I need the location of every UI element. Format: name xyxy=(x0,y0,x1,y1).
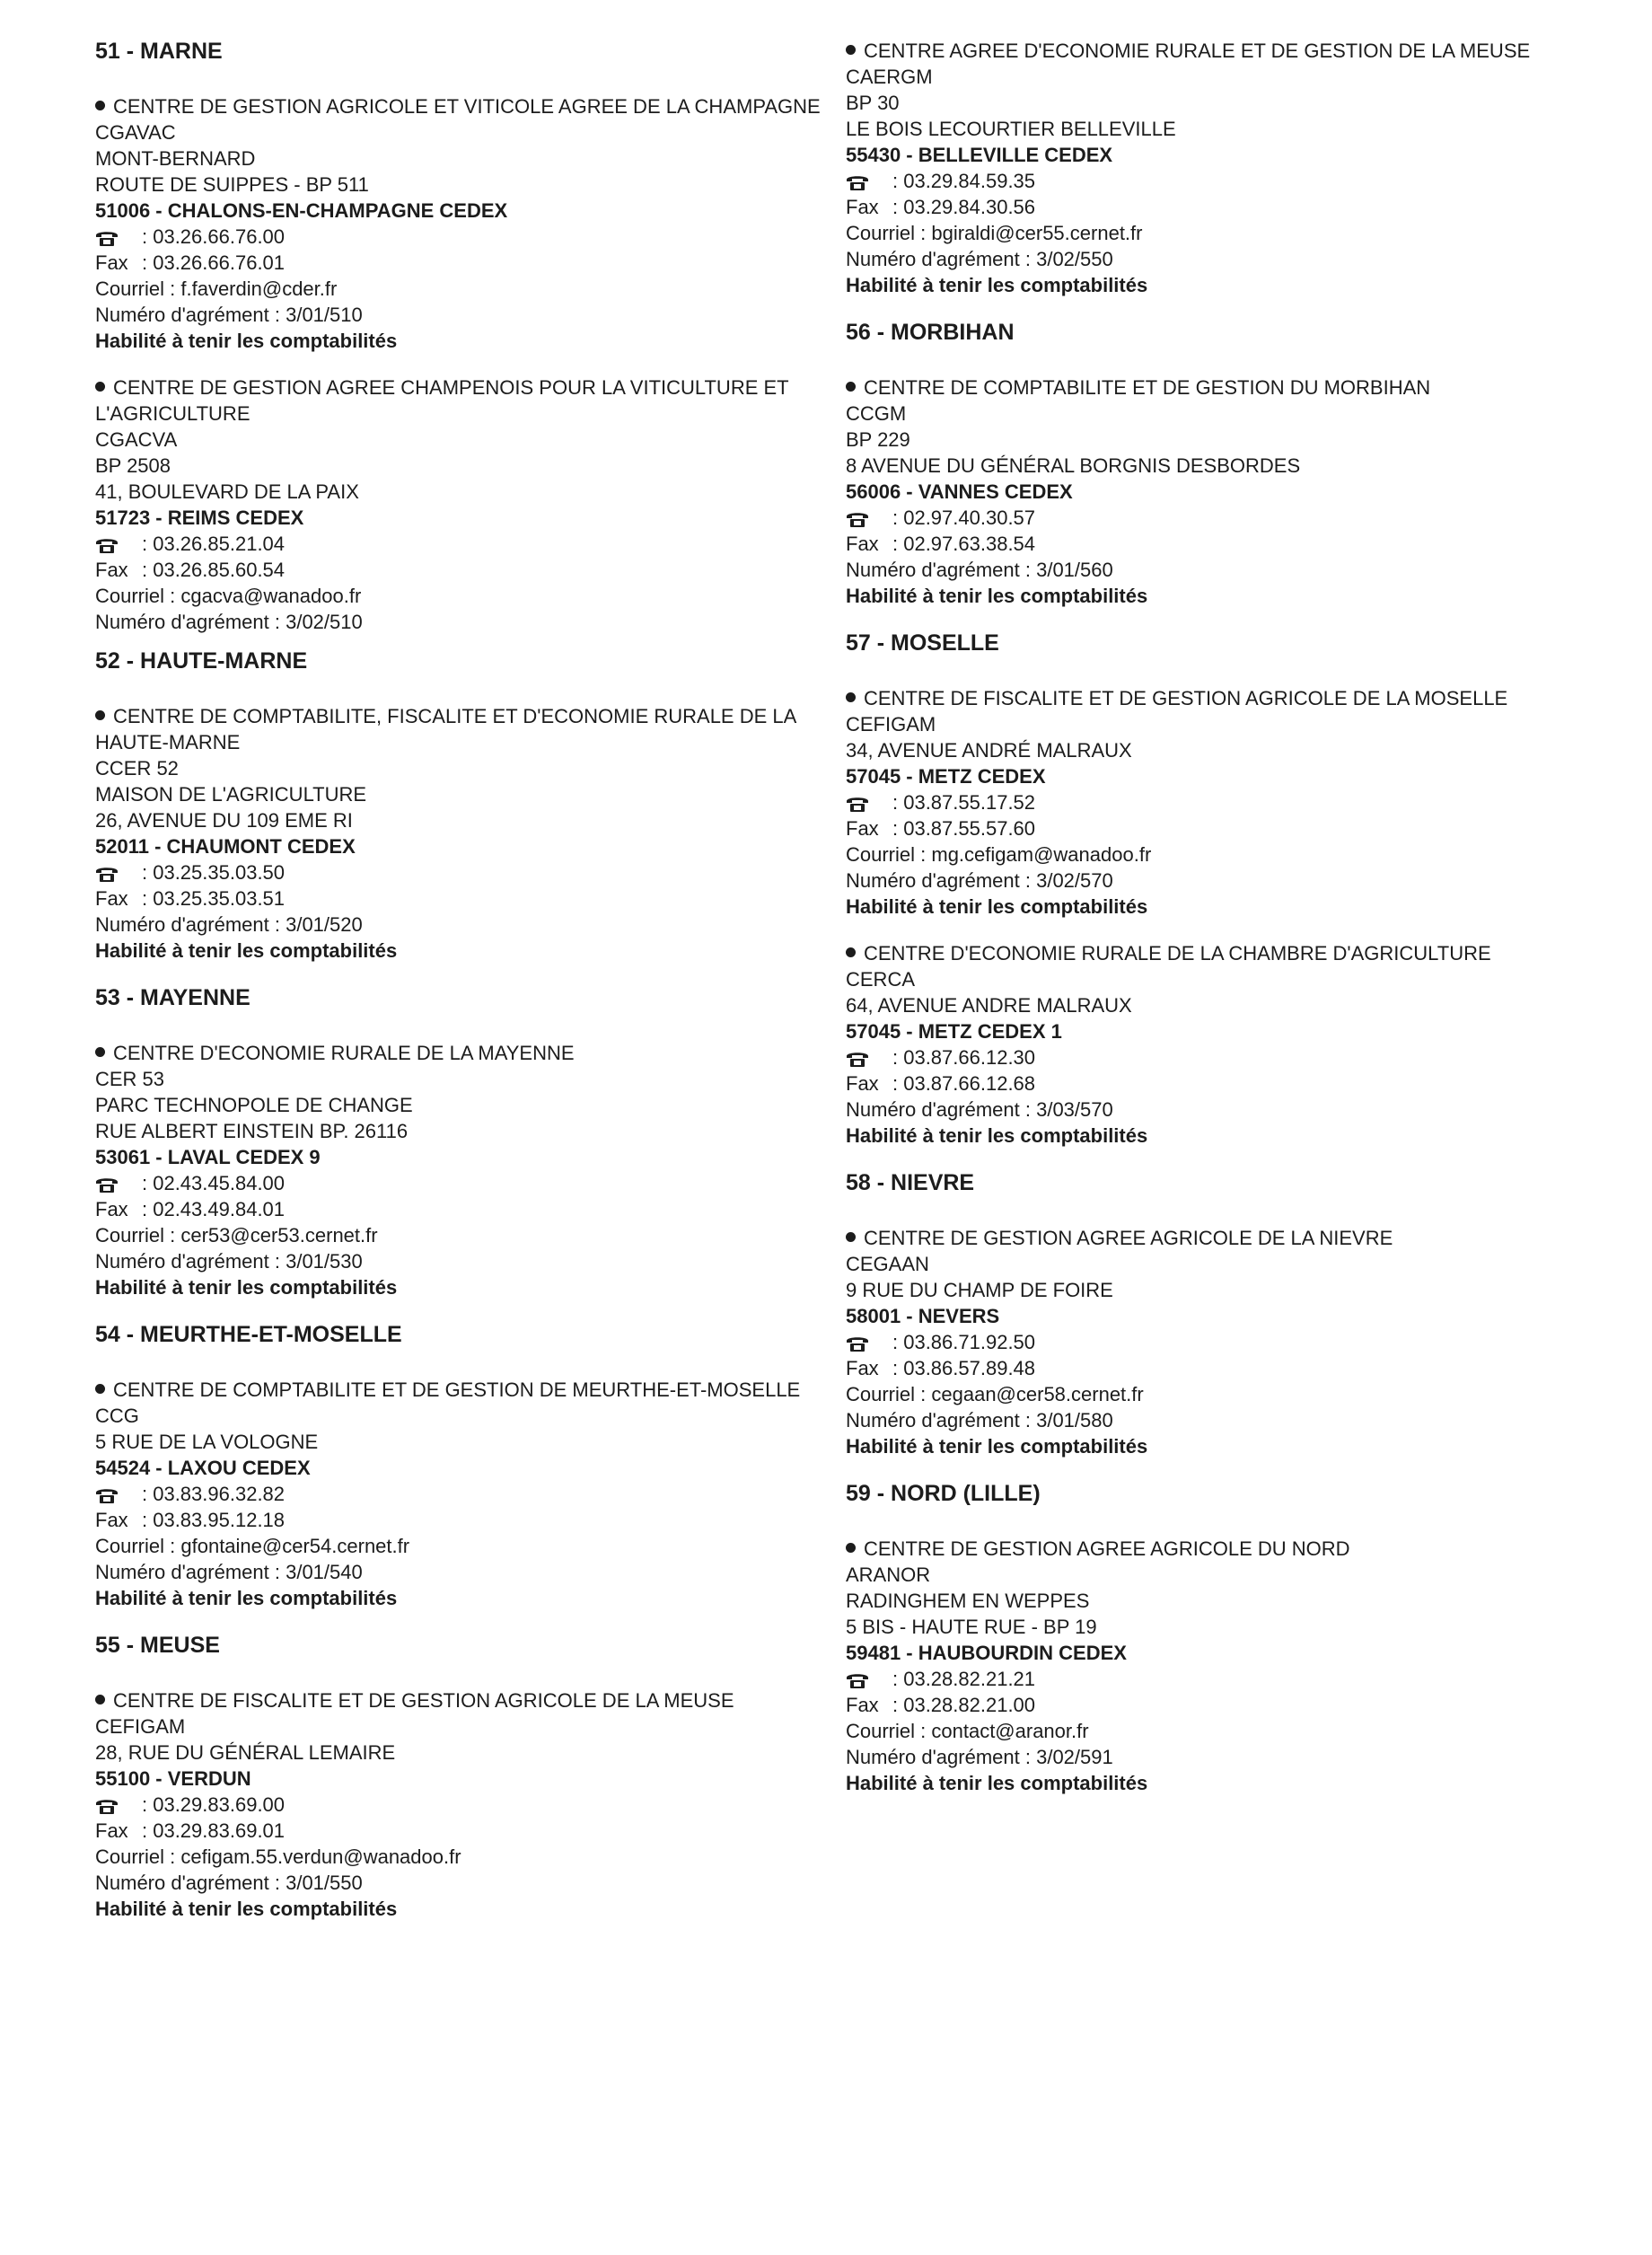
fax-label: Fax xyxy=(846,1357,879,1379)
fax-number: : 02.43.49.84.01 xyxy=(142,1198,286,1220)
fax-number: : 03.28.82.21.00 xyxy=(892,1694,1036,1716)
address-line: 28, RUE DU GÉNÉRAL LEMAIRE xyxy=(95,1741,396,1764)
telephone-number: : 02.43.45.84.00 xyxy=(142,1172,286,1194)
telephone-number: : 03.83.96.32.82 xyxy=(142,1483,286,1505)
postal-city: 58001 - NEVERS xyxy=(846,1305,1000,1327)
fax-number: : 03.83.95.12.18 xyxy=(142,1509,286,1531)
telephone-number: : 03.87.66.12.30 xyxy=(892,1046,1036,1069)
department-title: 55 - MEUSE xyxy=(95,1633,220,1658)
email-label: Courriel : xyxy=(846,222,927,244)
centre-name-text: CENTRE AGREE D'ECONOMIE RURALE ET DE GESTION DE LA MEUSE xyxy=(864,40,1531,62)
centre-name xyxy=(95,374,849,427)
postal-city: 57045 - METZ CEDEX xyxy=(846,765,1046,788)
bullet-icon xyxy=(95,1695,105,1704)
address-line: MAISON DE L'AGRICULTURE xyxy=(95,783,367,806)
centre-name-text: CENTRE DE FISCALITE ET DE GESTION AGRICOLE DE LA MOSELLE xyxy=(864,687,1508,709)
habilitation-note: Habilité à tenir les comptabilités xyxy=(846,274,1148,296)
habilitation-note: Habilité à tenir les comptabilités xyxy=(846,1435,1148,1458)
address-line: BP 229 xyxy=(846,428,910,451)
bullet-icon xyxy=(846,1543,856,1553)
email-label: Courriel : xyxy=(95,1845,176,1868)
telephone-number: : 03.25.35.03.50 xyxy=(142,861,286,884)
agrement-number: 3/02/550 xyxy=(1036,248,1113,270)
agrement-label: Numéro d'agrément : xyxy=(95,611,280,633)
postal-city: 56006 - VANNES CEDEX xyxy=(846,480,1073,503)
address-line: CGAVAC xyxy=(95,121,176,144)
fax-label: Fax xyxy=(846,817,879,840)
habilitation-note: Habilité à tenir les comptabilités xyxy=(95,1276,398,1299)
fax-label: Fax xyxy=(846,1072,879,1095)
centre-entry xyxy=(95,1687,849,1922)
email-line xyxy=(95,1844,849,1870)
agrement-label: Numéro d'agrément : xyxy=(846,869,1031,892)
centre-name xyxy=(95,1040,849,1066)
agrement-number: 3/01/520 xyxy=(286,913,363,936)
centre-entry xyxy=(95,703,849,964)
address-line: RUE ALBERT EINSTEIN BP. 26116 xyxy=(95,1120,409,1142)
telephone-line xyxy=(846,505,1600,531)
habilitation-note: Habilité à tenir les comptabilités xyxy=(846,585,1148,607)
telephone-icon xyxy=(95,536,142,554)
centre-name-text: CENTRE D'ECONOMIE RURALE DE LA CHAMBRE D'AGRICULTURE xyxy=(864,942,1491,965)
department-title: 59 - NORD (LILLE) xyxy=(846,1481,1041,1506)
telephone-line xyxy=(846,789,1600,815)
telephone-icon xyxy=(846,1335,892,1352)
agrement-number: 3/02/510 xyxy=(286,611,363,633)
habilitation-note: Habilité à tenir les comptabilités xyxy=(95,1587,398,1609)
email-address: cegaan@cer58.cernet.fr xyxy=(931,1383,1144,1405)
telephone-number: : 03.26.66.76.00 xyxy=(142,225,286,248)
centre-entry xyxy=(846,1536,1600,1796)
email-label: Courriel : xyxy=(95,277,176,300)
email-address: cgacva@wanadoo.fr xyxy=(180,585,362,607)
fax-number: : 03.86.57.89.48 xyxy=(892,1357,1036,1379)
fax-line xyxy=(846,1355,1600,1381)
fax-label: Fax xyxy=(846,196,879,218)
agrement-number: 3/01/550 xyxy=(286,1872,363,1894)
telephone-icon xyxy=(95,1176,142,1194)
email-line xyxy=(95,1533,849,1559)
email-address: cefigam.55.verdun@wanadoo.fr xyxy=(180,1845,461,1868)
address-line: BP 2508 xyxy=(95,454,171,477)
fax-line xyxy=(846,1070,1600,1097)
fax-label: Fax xyxy=(95,251,128,274)
address-line: CEFIGAM xyxy=(846,713,936,736)
address-line: ARANOR xyxy=(846,1564,931,1586)
email-label: Courriel : xyxy=(95,1535,176,1557)
email-line xyxy=(846,1718,1600,1744)
centre-name xyxy=(95,703,849,755)
centre-name xyxy=(846,38,1600,64)
agrement-number: 3/01/510 xyxy=(286,304,363,326)
fax-line xyxy=(95,557,849,583)
address-line: RADINGHEM EN WEPPES xyxy=(846,1590,1090,1612)
department-title: 56 - MORBIHAN xyxy=(846,320,1015,345)
agrement-line xyxy=(95,302,849,328)
telephone-line xyxy=(95,859,849,885)
postal-city: 52011 - CHAUMONT CEDEX xyxy=(95,835,356,858)
agrement-label: Numéro d'agrément : xyxy=(95,1561,280,1583)
telephone-line xyxy=(95,224,849,250)
habilitation-note: Habilité à tenir les comptabilités xyxy=(846,895,1148,918)
fax-number: : 03.29.83.69.01 xyxy=(142,1819,286,1842)
email-label: Courriel : xyxy=(846,1720,927,1742)
fax-number: : 03.26.85.60.54 xyxy=(142,559,286,581)
address-line: CERCA xyxy=(846,968,916,991)
address-line: 26, AVENUE DU 109 EME RI xyxy=(95,809,353,832)
department-title: 57 - MOSELLE xyxy=(846,630,999,656)
bullet-icon xyxy=(846,45,856,55)
bullet-icon xyxy=(95,1047,105,1057)
fax-line xyxy=(95,885,849,912)
fax-label: Fax xyxy=(95,1819,128,1842)
centre-entry xyxy=(846,685,1600,920)
centre-name xyxy=(846,940,1600,966)
address-line: 41, BOULEVARD DE LA PAIX xyxy=(95,480,359,503)
department-title: 52 - HAUTE-MARNE xyxy=(95,648,308,674)
centre-name-text: CENTRE DE GESTION AGREE AGRICOLE DE LA NIEVRE xyxy=(864,1227,1393,1249)
agrement-line xyxy=(846,1407,1600,1433)
bullet-icon xyxy=(95,1384,105,1394)
agrement-label: Numéro d'agrément : xyxy=(846,248,1031,270)
agrement-label: Numéro d'agrément : xyxy=(846,1098,1031,1121)
agrement-label: Numéro d'agrément : xyxy=(95,1250,280,1273)
address-line: CAERGM xyxy=(846,66,933,88)
agrement-line xyxy=(846,246,1600,272)
bullet-icon xyxy=(846,1232,856,1242)
department-title: 54 - MEURTHE-ET-MOSELLE xyxy=(95,1322,402,1347)
telephone-icon xyxy=(846,1050,892,1068)
centre-name xyxy=(846,1225,1600,1251)
bullet-icon xyxy=(846,692,856,702)
address-line: 5 RUE DE LA VOLOGNE xyxy=(95,1431,319,1453)
fax-line xyxy=(846,815,1600,841)
agrement-line xyxy=(846,1744,1600,1770)
centre-entry xyxy=(95,93,849,354)
agrement-label: Numéro d'agrément : xyxy=(95,304,280,326)
telephone-icon xyxy=(95,229,142,247)
fax-label: Fax xyxy=(846,533,879,555)
email-line xyxy=(846,841,1600,868)
fax-line xyxy=(846,194,1600,220)
telephone-icon xyxy=(846,1671,892,1689)
agrement-line xyxy=(95,1870,849,1896)
agrement-number: 3/01/530 xyxy=(286,1250,363,1273)
email-label: Courriel : xyxy=(95,585,176,607)
address-line: 64, AVENUE ANDRE MALRAUX xyxy=(846,994,1132,1017)
postal-city: 55100 - VERDUN xyxy=(95,1767,251,1790)
telephone-icon xyxy=(95,865,142,883)
telephone-line xyxy=(846,1044,1600,1070)
agrement-label: Numéro d'agrément : xyxy=(846,1409,1031,1431)
address-line: CEGAAN xyxy=(846,1253,929,1275)
email-address: bgiraldi@cer55.cernet.fr xyxy=(931,222,1143,244)
agrement-number: 3/02/591 xyxy=(1036,1746,1113,1768)
agrement-number: 3/01/540 xyxy=(286,1561,363,1583)
address-line: CEFIGAM xyxy=(95,1715,186,1738)
bullet-icon xyxy=(95,710,105,720)
address-line: CCER 52 xyxy=(95,757,179,780)
fax-number: : 03.87.55.57.60 xyxy=(892,817,1036,840)
centre-name-text: CENTRE DE COMPTABILITE ET DE GESTION DU MORBIHAN xyxy=(864,376,1431,399)
telephone-number: : 02.97.40.30.57 xyxy=(892,506,1036,529)
centre-name xyxy=(95,1377,849,1403)
agrement-number: 3/01/580 xyxy=(1036,1409,1113,1431)
fax-number: : 03.29.84.30.56 xyxy=(892,196,1036,218)
telephone-line xyxy=(95,1481,849,1507)
fax-number: : 03.26.66.76.01 xyxy=(142,251,286,274)
agrement-line xyxy=(95,912,849,938)
address-line: CCG xyxy=(95,1405,139,1427)
fax-label: Fax xyxy=(846,1694,879,1716)
agrement-line xyxy=(95,1559,849,1585)
centre-name-text: CENTRE DE COMPTABILITE, FISCALITE ET D'ECONOMIE RURALE DE LA HAUTE-MARNE xyxy=(95,705,796,753)
agrement-line xyxy=(846,868,1600,894)
centre-entry xyxy=(95,374,849,635)
email-address: cer53@cer53.cernet.fr xyxy=(180,1224,378,1246)
fax-number: : 03.25.35.03.51 xyxy=(142,887,286,910)
address-line: 9 RUE DU CHAMP DE FOIRE xyxy=(846,1279,1113,1301)
email-address: mg.cefigam@wanadoo.fr xyxy=(931,843,1152,866)
telephone-line xyxy=(95,1170,849,1196)
agrement-line xyxy=(95,1248,849,1274)
telephone-line xyxy=(846,1329,1600,1355)
department-title: 58 - NIEVRE xyxy=(846,1170,975,1195)
address-line: MONT-BERNARD xyxy=(95,147,256,170)
address-line: 5 BIS - HAUTE RUE - BP 19 xyxy=(846,1616,1097,1638)
fax-label: Fax xyxy=(95,559,128,581)
centre-entry xyxy=(846,374,1600,609)
address-line: CGACVA xyxy=(95,428,178,451)
telephone-number: : 03.87.55.17.52 xyxy=(892,791,1036,814)
habilitation-note: Habilité à tenir les comptabilités xyxy=(95,939,398,962)
email-label: Courriel : xyxy=(846,843,927,866)
email-line xyxy=(846,220,1600,246)
agrement-label: Numéro d'agrément : xyxy=(95,1872,280,1894)
postal-city: 53061 - LAVAL CEDEX 9 xyxy=(95,1146,321,1168)
telephone-line xyxy=(846,168,1600,194)
email-address: gfontaine@cer54.cernet.fr xyxy=(180,1535,410,1557)
address-line: BP 30 xyxy=(846,92,900,114)
fax-label: Fax xyxy=(95,887,128,910)
centre-name xyxy=(846,685,1600,711)
telephone-number: : 03.29.83.69.00 xyxy=(142,1793,286,1816)
postal-city: 51006 - CHALONS-EN-CHAMPAGNE CEDEX xyxy=(95,199,508,222)
fax-number: : 03.87.66.12.68 xyxy=(892,1072,1036,1095)
telephone-icon xyxy=(846,795,892,813)
fax-line xyxy=(846,531,1600,557)
agrement-line xyxy=(846,1097,1600,1123)
bullet-icon xyxy=(846,382,856,392)
agrement-line xyxy=(95,609,849,635)
centre-name-text: CENTRE DE GESTION AGREE CHAMPENOIS POUR LA VITICULTURE ET L'AGRICULTURE xyxy=(95,376,789,425)
email-line xyxy=(95,583,849,609)
fax-label: Fax xyxy=(95,1198,128,1220)
centre-name-text: CENTRE DE FISCALITE ET DE GESTION AGRICOLE DE LA MEUSE xyxy=(113,1689,734,1712)
postal-city: 51723 - REIMS CEDEX xyxy=(95,506,304,529)
centre-entry xyxy=(846,940,1600,1149)
centre-name-text: CENTRE DE COMPTABILITE ET DE GESTION DE MEURTHE-ET-MOSELLE xyxy=(113,1379,801,1401)
email-label: Courriel : xyxy=(846,1383,927,1405)
telephone-line xyxy=(95,1792,849,1818)
centre-name xyxy=(846,374,1600,401)
telephone-line xyxy=(846,1666,1600,1692)
fax-number: : 02.97.63.38.54 xyxy=(892,533,1036,555)
email-label: Courriel : xyxy=(95,1224,176,1246)
postal-city: 59481 - HAUBOURDIN CEDEX xyxy=(846,1642,1127,1664)
department-title: 51 - MARNE xyxy=(95,39,223,64)
habilitation-note: Habilité à tenir les comptabilités xyxy=(95,330,398,352)
address-line: ROUTE DE SUIPPES - BP 511 xyxy=(95,173,369,196)
email-line xyxy=(95,1222,849,1248)
centre-name-text: CENTRE D'ECONOMIE RURALE DE LA MAYENNE xyxy=(113,1042,575,1064)
agrement-number: 3/02/570 xyxy=(1036,869,1113,892)
email-address: f.faverdin@cder.fr xyxy=(180,277,338,300)
telephone-number: : 03.28.82.21.21 xyxy=(892,1668,1036,1690)
telephone-number: : 03.26.85.21.04 xyxy=(142,533,286,555)
centre-name-text: CENTRE DE GESTION AGRICOLE ET VITICOLE AGREE DE LA CHAMPAGNE xyxy=(113,95,821,118)
centre-name xyxy=(95,93,849,119)
habilitation-note: Habilité à tenir les comptabilités xyxy=(846,1124,1148,1147)
bullet-icon xyxy=(95,382,105,392)
bullet-icon xyxy=(846,947,856,957)
address-line: 8 AVENUE DU GÉNÉRAL BORGNIS DESBORDES xyxy=(846,454,1301,477)
postal-city: 57045 - METZ CEDEX 1 xyxy=(846,1020,1062,1043)
centre-name xyxy=(846,1536,1600,1562)
bullet-icon xyxy=(95,101,105,110)
postal-city: 55430 - BELLEVILLE CEDEX xyxy=(846,144,1113,166)
centre-entry xyxy=(95,1377,849,1611)
fax-line xyxy=(95,1507,849,1533)
telephone-icon xyxy=(846,510,892,528)
agrement-number: 3/03/570 xyxy=(1036,1098,1113,1121)
agrement-number: 3/01/560 xyxy=(1036,559,1113,581)
fax-line xyxy=(95,250,849,276)
address-line: CER 53 xyxy=(95,1068,165,1090)
telephone-icon xyxy=(95,1486,142,1504)
centre-entry xyxy=(95,1040,849,1300)
fax-label: Fax xyxy=(95,1509,128,1531)
fax-line xyxy=(846,1692,1600,1718)
agrement-label: Numéro d'agrément : xyxy=(846,559,1031,581)
right-column xyxy=(846,38,1600,1817)
fax-line xyxy=(95,1196,849,1222)
telephone-icon xyxy=(95,1797,142,1815)
address-line: LE BOIS LECOURTIER BELLEVILLE xyxy=(846,118,1176,140)
email-line xyxy=(846,1381,1600,1407)
centre-entry xyxy=(846,38,1600,298)
email-address: contact@aranor.fr xyxy=(931,1720,1089,1742)
telephone-line xyxy=(95,531,849,557)
habilitation-note: Habilité à tenir les comptabilités xyxy=(846,1772,1148,1794)
email-line xyxy=(95,276,849,302)
postal-city: 54524 - LAXOU CEDEX xyxy=(95,1457,311,1479)
telephone-number: : 03.86.71.92.50 xyxy=(892,1331,1036,1353)
telephone-icon xyxy=(846,173,892,191)
fax-line xyxy=(95,1818,849,1844)
address-line: PARC TECHNOPOLE DE CHANGE xyxy=(95,1094,413,1116)
left-column xyxy=(95,38,849,1942)
agrement-line xyxy=(846,557,1600,583)
centre-name xyxy=(95,1687,849,1713)
telephone-number: : 03.29.84.59.35 xyxy=(892,170,1036,192)
centre-entry xyxy=(846,1225,1600,1459)
department-title: 53 - MAYENNE xyxy=(95,985,250,1010)
agrement-label: Numéro d'agrément : xyxy=(846,1746,1031,1768)
agrement-label: Numéro d'agrément : xyxy=(95,913,280,936)
centre-name-text: CENTRE DE GESTION AGREE AGRICOLE DU NORD xyxy=(864,1537,1350,1560)
habilitation-note: Habilité à tenir les comptabilités xyxy=(95,1898,398,1920)
address-line: CCGM xyxy=(846,402,907,425)
address-line: 34, AVENUE ANDRÉ MALRAUX xyxy=(846,739,1132,762)
